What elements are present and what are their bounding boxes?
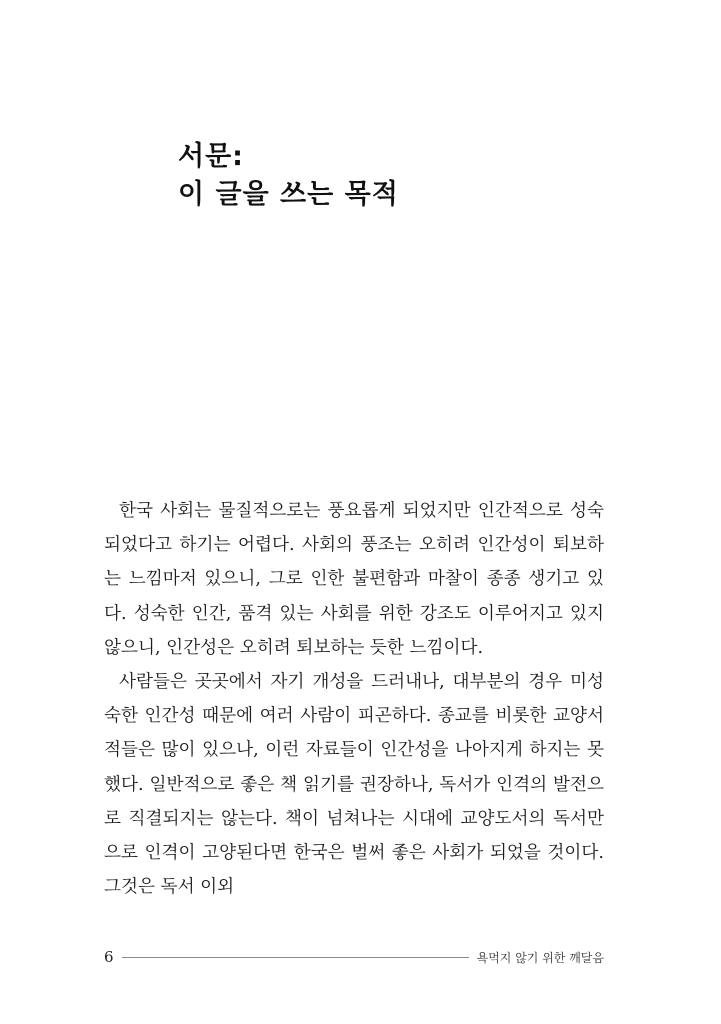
chapter-heading-line-1: 서문:: [178, 141, 244, 172]
paragraph-1: 한국 사회는 물질적으로는 풍요롭게 되었지만 인간적으로 성숙되었다고 하기는 어렵다. 사회의 풍조는 오히려 인간성이 퇴보하는 느낌마저 있으니, 그로 인한 불편함과 마찰이 종종 생기고 있다. 성숙한 인간, 품격 있는 사회를 위한 강조도 이루어지고 있지 않으니, 인간성은 오히려 퇴보하는 듯한 느낌이다.: [104, 501, 604, 658]
footer-rule: [122, 957, 469, 958]
paragraph-2: 사람들은 곳곳에서 자기 개성을 드러내나, 대부분의 경우 미성숙한 인간성 때문에 여러 사람이 피곤하다. 종교를 비롯한 교양서적들은 많이 있으나, 이런 자료들이 인간성을 나아지게 하지는 못했다. 일반적으로 좋은 책 읽기를 권장하나, 독서가 인격의 발전으로 직결되지는 않는다. 책이 넘쳐나는 시대에 교양도서의 독서만으로 인격이 고양된다면 한국은 벌써 좋은 사회가 되었을 것이다. 그것은 독서 이외: [104, 672, 604, 898]
page-number: 6: [104, 948, 114, 966]
chapter-heading: [178, 138, 598, 214]
running-title: 욕먹지 않기 위한 깨달음: [476, 950, 604, 965]
body-text: [104, 494, 604, 904]
chapter-heading-line-2: 이 글을 쓰는 목적: [178, 179, 399, 210]
page-footer: [104, 946, 604, 968]
